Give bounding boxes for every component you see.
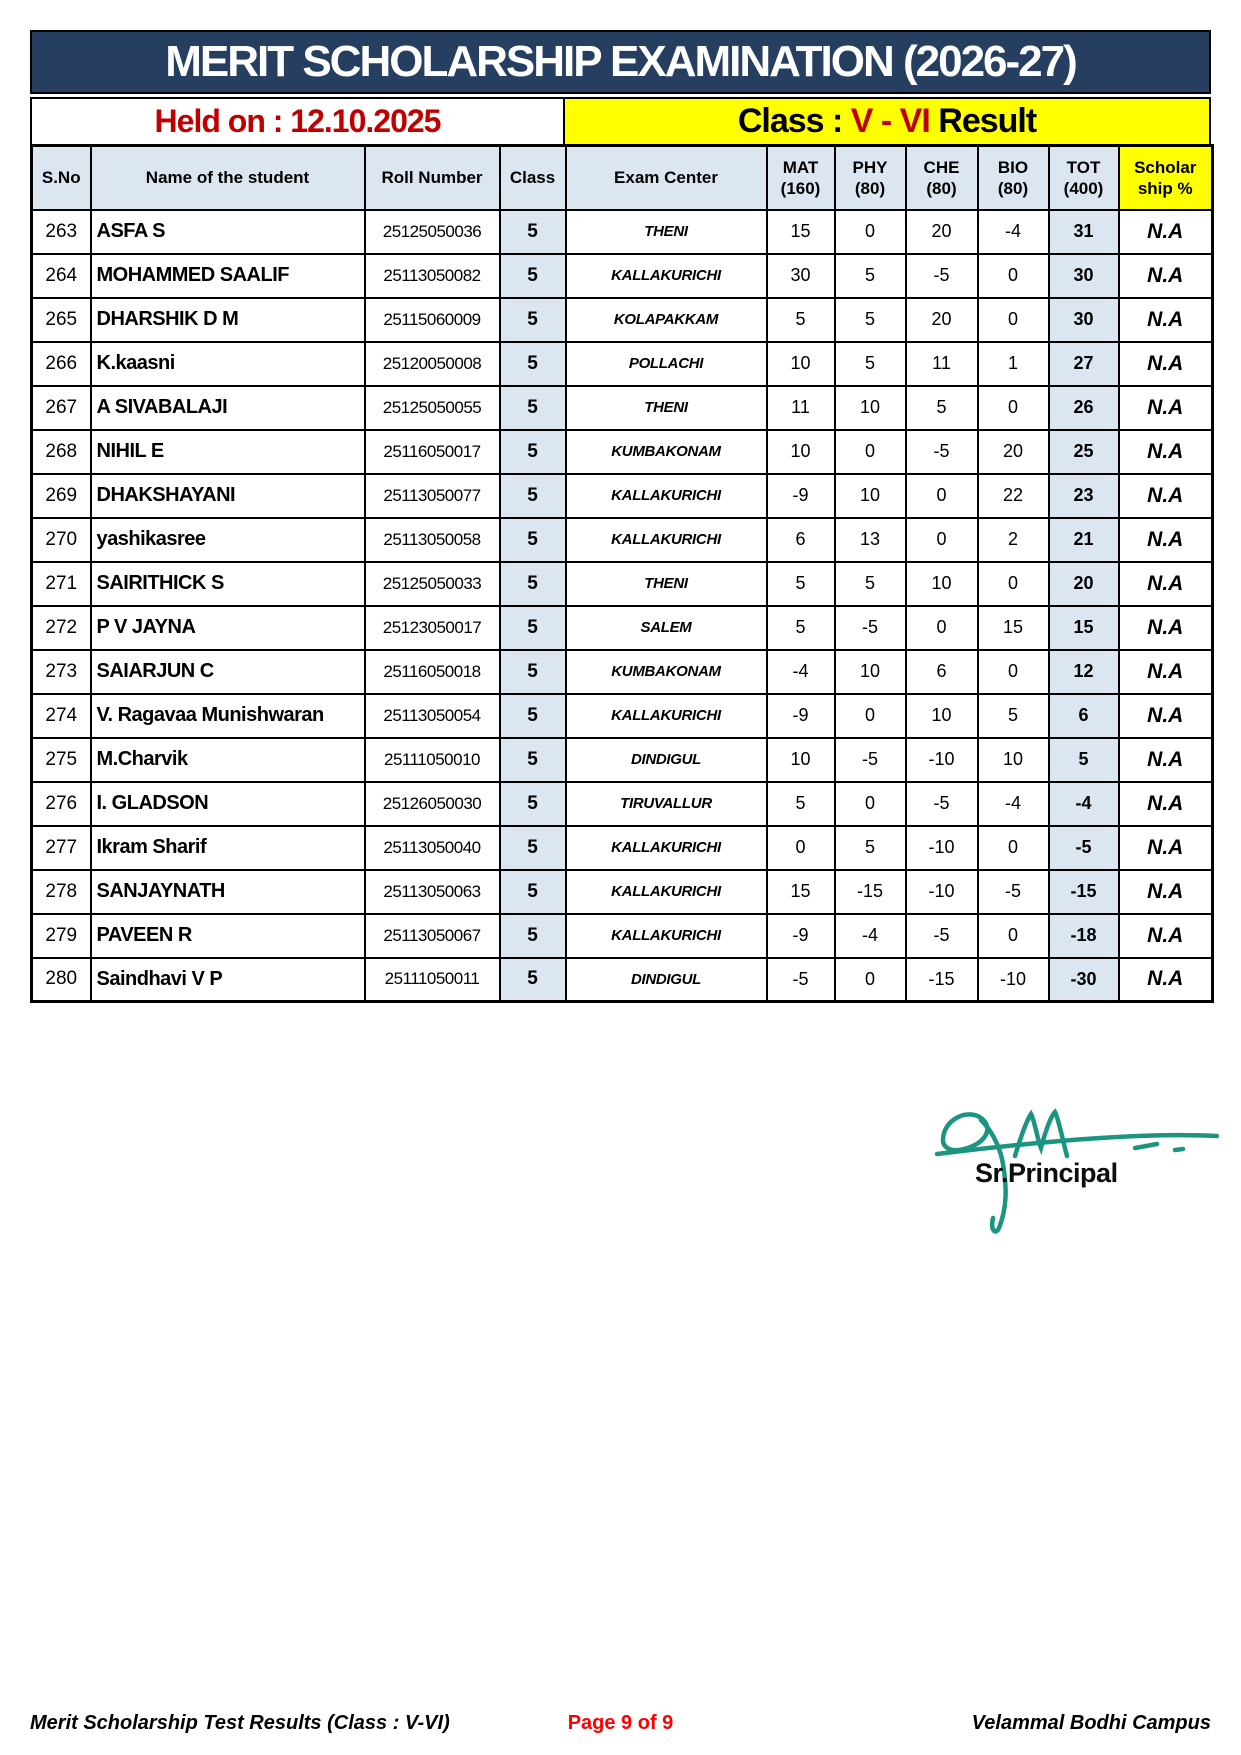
total-score-cell: 26 [1049, 386, 1119, 430]
sno-cell: 272 [32, 606, 91, 650]
exam-center-cell: KALLAKURICHI [566, 826, 767, 870]
bio-score-cell: 22 [978, 474, 1049, 518]
mat-score-cell: 0 [767, 826, 835, 870]
student-name-cell: V. Ragavaa Munishwaran [91, 694, 365, 738]
scholarship-cell: N.A [1119, 782, 1213, 826]
class-cell: 5 [500, 694, 566, 738]
che-score-cell: 10 [906, 562, 978, 606]
total-score-cell: 20 [1049, 562, 1119, 606]
student-name-cell: P V JAYNA [91, 606, 365, 650]
mat-score-cell: 30 [767, 254, 835, 298]
student-name-cell: ASFA S [91, 210, 365, 254]
mat-score-cell: -9 [767, 474, 835, 518]
student-name-cell: DHAKSHAYANI [91, 474, 365, 518]
roll-number-cell: 25113050077 [365, 474, 500, 518]
roll-number-cell: 25113050063 [365, 870, 500, 914]
exam-center-cell: KALLAKURICHI [566, 474, 767, 518]
table-row [32, 826, 1213, 870]
che-score-cell: -10 [906, 738, 978, 782]
sno-cell: 273 [32, 650, 91, 694]
results-table [30, 144, 1214, 1003]
class-cell: 5 [500, 430, 566, 474]
class-cell: 5 [500, 210, 566, 254]
class-cell: 5 [500, 650, 566, 694]
phy-score-cell: -5 [835, 738, 906, 782]
class-cell: 5 [500, 518, 566, 562]
scholarship-cell: N.A [1119, 738, 1213, 782]
scholarship-cell: N.A [1119, 342, 1213, 386]
sno-cell: 265 [32, 298, 91, 342]
footer-campus-name: Velammal Bodhi Campus [971, 1712, 1211, 1734]
bio-score-cell: 0 [978, 650, 1049, 694]
page-title: MERIT SCHOLARSHIP EXAMINATION (2026-27) [165, 37, 1076, 86]
bio-score-cell: 0 [978, 386, 1049, 430]
mat-score-cell: 11 [767, 386, 835, 430]
class-cell: 5 [500, 782, 566, 826]
student-name-cell: SAIRITHICK S [91, 562, 365, 606]
table-row [32, 210, 1213, 254]
class-cell: 5 [500, 254, 566, 298]
col-header-roll: Roll Number [365, 146, 500, 210]
che-score-cell: 10 [906, 694, 978, 738]
bio-score-cell: -10 [978, 958, 1049, 1002]
scholarship-cell: N.A [1119, 694, 1213, 738]
che-score-cell: 0 [906, 474, 978, 518]
bio-score-cell: 15 [978, 606, 1049, 650]
bio-score-cell: 20 [978, 430, 1049, 474]
phy-score-cell: 13 [835, 518, 906, 562]
roll-number-cell: 25116050017 [365, 430, 500, 474]
che-score-cell: 20 [906, 210, 978, 254]
che-score-cell: 6 [906, 650, 978, 694]
phy-score-cell: -15 [835, 870, 906, 914]
bio-score-cell: 1 [978, 342, 1049, 386]
sno-cell: 271 [32, 562, 91, 606]
mat-score-cell: 15 [767, 870, 835, 914]
che-score-cell: -5 [906, 430, 978, 474]
scholarship-cell: N.A [1119, 958, 1213, 1002]
mat-score-cell: -9 [767, 694, 835, 738]
roll-number-cell: 25113050067 [365, 914, 500, 958]
bio-score-cell: 0 [978, 914, 1049, 958]
roll-number-cell: 25125050033 [365, 562, 500, 606]
class-cell: 5 [500, 870, 566, 914]
footer-report-title: Merit Scholarship Test Results (Class : V-VI) [30, 1712, 450, 1734]
mat-score-cell: 10 [767, 342, 835, 386]
exam-center-cell: KALLAKURICHI [566, 870, 767, 914]
signature-ink-icon [845, 1100, 1241, 1280]
scholarship-cell: N.A [1119, 562, 1213, 606]
total-score-cell: -5 [1049, 826, 1119, 870]
phy-score-cell: 5 [835, 562, 906, 606]
exam-center-cell: KALLAKURICHI [566, 914, 767, 958]
roll-number-cell: 25125050055 [365, 386, 500, 430]
col-header-phy: PHY (80) [835, 146, 906, 210]
sno-cell: 268 [32, 430, 91, 474]
mat-score-cell: 5 [767, 562, 835, 606]
signature-title: Sr.Principal [975, 1158, 1118, 1188]
held-on-date: Held on : 12.10.2025 [154, 103, 441, 139]
exam-center-cell: SALEM [566, 606, 767, 650]
class-result-range: V - VI [850, 102, 930, 140]
total-score-cell: 12 [1049, 650, 1119, 694]
mat-score-cell: -4 [767, 650, 835, 694]
class-cell: 5 [500, 386, 566, 430]
table-row [32, 386, 1213, 430]
table-row [32, 474, 1213, 518]
sno-cell: 278 [32, 870, 91, 914]
scholarship-cell: N.A [1119, 298, 1213, 342]
total-score-cell: 21 [1049, 518, 1119, 562]
exam-center-cell: KOLAPAKKAM [566, 298, 767, 342]
class-result-cell [565, 97, 1211, 144]
sno-cell: 263 [32, 210, 91, 254]
scholarship-cell: N.A [1119, 914, 1213, 958]
exam-center-cell: KALLAKURICHI [566, 694, 767, 738]
mat-score-cell: -9 [767, 914, 835, 958]
total-score-cell: -18 [1049, 914, 1119, 958]
mat-score-cell: -5 [767, 958, 835, 1002]
student-name-cell: Saindhavi V P [91, 958, 365, 1002]
header-row [32, 146, 1213, 210]
scholarship-cell: N.A [1119, 430, 1213, 474]
che-score-cell: -5 [906, 914, 978, 958]
che-score-cell: -5 [906, 782, 978, 826]
phy-score-cell: 5 [835, 342, 906, 386]
phy-score-cell: 0 [835, 430, 906, 474]
roll-number-cell: 25120050008 [365, 342, 500, 386]
exam-center-cell: DINDIGUL [566, 958, 767, 1002]
subheader-row [30, 97, 1211, 144]
table-row [32, 782, 1213, 826]
roll-number-cell: 25111050010 [365, 738, 500, 782]
phy-score-cell: 0 [835, 694, 906, 738]
exam-center-cell: KUMBAKONAM [566, 430, 767, 474]
scholarship-cell: N.A [1119, 606, 1213, 650]
phy-score-cell: 10 [835, 650, 906, 694]
class-cell: 5 [500, 958, 566, 1002]
class-cell: 5 [500, 474, 566, 518]
scholarship-cell: N.A [1119, 870, 1213, 914]
sno-cell: 267 [32, 386, 91, 430]
che-score-cell: 5 [906, 386, 978, 430]
exam-center-cell: THENI [566, 562, 767, 606]
student-name-cell: A SIVABALAJI [91, 386, 365, 430]
scholarship-cell: N.A [1119, 518, 1213, 562]
scholarship-cell: N.A [1119, 826, 1213, 870]
total-score-cell: 27 [1049, 342, 1119, 386]
col-header-mat: MAT (160) [767, 146, 835, 210]
phy-score-cell: 5 [835, 298, 906, 342]
col-header-scholarship: Scholar ship % [1119, 146, 1213, 210]
roll-number-cell: 25113050082 [365, 254, 500, 298]
held-on-cell [30, 97, 565, 144]
exam-center-cell: DINDIGUL [566, 738, 767, 782]
class-cell: 5 [500, 298, 566, 342]
roll-number-cell: 25111050011 [365, 958, 500, 1002]
table-row [32, 254, 1213, 298]
bio-score-cell: 5 [978, 694, 1049, 738]
col-header-tot: TOT (400) [1049, 146, 1119, 210]
scholarship-cell: N.A [1119, 254, 1213, 298]
phy-score-cell: 0 [835, 210, 906, 254]
total-score-cell: -30 [1049, 958, 1119, 1002]
bio-score-cell: 10 [978, 738, 1049, 782]
bio-score-cell: 0 [978, 826, 1049, 870]
phy-score-cell: 5 [835, 254, 906, 298]
mat-score-cell: 15 [767, 210, 835, 254]
bio-score-cell: -4 [978, 210, 1049, 254]
table-row [32, 562, 1213, 606]
class-cell: 5 [500, 826, 566, 870]
col-header-name: Name of the student [91, 146, 365, 210]
sno-cell: 275 [32, 738, 91, 782]
sno-cell: 280 [32, 958, 91, 1002]
total-score-cell: 31 [1049, 210, 1119, 254]
table-row [32, 430, 1213, 474]
che-score-cell: -10 [906, 826, 978, 870]
che-score-cell: 11 [906, 342, 978, 386]
phy-score-cell: 0 [835, 958, 906, 1002]
page-footer [0, 1712, 1241, 1742]
sno-cell: 270 [32, 518, 91, 562]
sno-cell: 277 [32, 826, 91, 870]
student-name-cell: SAIARJUN C [91, 650, 365, 694]
total-score-cell: 15 [1049, 606, 1119, 650]
phy-score-cell: 10 [835, 386, 906, 430]
exam-center-cell: POLLACHI [566, 342, 767, 386]
mat-score-cell: 5 [767, 298, 835, 342]
total-score-cell: 23 [1049, 474, 1119, 518]
class-cell: 5 [500, 914, 566, 958]
scholarship-cell: N.A [1119, 386, 1213, 430]
total-score-cell: 30 [1049, 298, 1119, 342]
results-table-body [32, 210, 1213, 1002]
sno-cell: 269 [32, 474, 91, 518]
scholarship-cell: N.A [1119, 210, 1213, 254]
bio-score-cell: -5 [978, 870, 1049, 914]
mat-score-cell: 6 [767, 518, 835, 562]
table-row [32, 606, 1213, 650]
roll-number-cell: 25125050036 [365, 210, 500, 254]
footer-page-number: Page 9 of 9 [567, 1712, 674, 1734]
table-row [32, 870, 1213, 914]
mat-score-cell: 10 [767, 430, 835, 474]
roll-number-cell: 25123050017 [365, 606, 500, 650]
table-row [32, 694, 1213, 738]
exam-center-cell: THENI [566, 386, 767, 430]
sno-cell: 279 [32, 914, 91, 958]
roll-number-cell: 25115060009 [365, 298, 500, 342]
roll-number-cell: 25116050018 [365, 650, 500, 694]
exam-center-cell: KALLAKURICHI [566, 254, 767, 298]
table-row [32, 518, 1213, 562]
sno-cell: 264 [32, 254, 91, 298]
bio-score-cell: 0 [978, 562, 1049, 606]
che-score-cell: -15 [906, 958, 978, 1002]
exam-center-cell: KALLAKURICHI [566, 518, 767, 562]
roll-number-cell: 25126050030 [365, 782, 500, 826]
che-score-cell: 0 [906, 518, 978, 562]
student-name-cell: NIHIL E [91, 430, 365, 474]
roll-number-cell: 25113050058 [365, 518, 500, 562]
student-name-cell: SANJAYNATH [91, 870, 365, 914]
roll-number-cell: 25113050040 [365, 826, 500, 870]
student-name-cell: Ikram Sharif [91, 826, 365, 870]
total-score-cell: 25 [1049, 430, 1119, 474]
table-row [32, 298, 1213, 342]
bio-score-cell: -4 [978, 782, 1049, 826]
class-cell: 5 [500, 342, 566, 386]
student-name-cell: PAVEEN R [91, 914, 365, 958]
class-result-prefix: Class : [737, 102, 851, 140]
mat-score-cell: 5 [767, 782, 835, 826]
table-row [32, 914, 1213, 958]
student-name-cell: yashikasree [91, 518, 365, 562]
col-header-sno: S.No [32, 146, 91, 210]
col-header-che: CHE (80) [906, 146, 978, 210]
col-header-bio: BIO (80) [978, 146, 1049, 210]
table-row [32, 650, 1213, 694]
phy-score-cell: 5 [835, 826, 906, 870]
student-name-cell: DHARSHIK D M [91, 298, 365, 342]
bio-score-cell: 2 [978, 518, 1049, 562]
class-cell: 5 [500, 606, 566, 650]
table-row [32, 342, 1213, 386]
exam-center-cell: TIRUVALLUR [566, 782, 767, 826]
class-cell: 5 [500, 562, 566, 606]
sno-cell: 266 [32, 342, 91, 386]
total-score-cell: -4 [1049, 782, 1119, 826]
mat-score-cell: 10 [767, 738, 835, 782]
scholarship-cell: N.A [1119, 474, 1213, 518]
class-cell: 5 [500, 738, 566, 782]
total-score-cell: -15 [1049, 870, 1119, 914]
che-score-cell: -5 [906, 254, 978, 298]
bio-score-cell: 0 [978, 298, 1049, 342]
mat-score-cell: 5 [767, 606, 835, 650]
bio-score-cell: 0 [978, 254, 1049, 298]
sno-cell: 276 [32, 782, 91, 826]
roll-number-cell: 25113050054 [365, 694, 500, 738]
student-name-cell: MOHAMMED SAALIF [91, 254, 365, 298]
student-name-cell: I. GLADSON [91, 782, 365, 826]
col-header-exam-center: Exam Center [566, 146, 767, 210]
exam-center-cell: KUMBAKONAM [566, 650, 767, 694]
che-score-cell: 20 [906, 298, 978, 342]
exam-center-cell: THENI [566, 210, 767, 254]
student-name-cell: K.kaasni [91, 342, 365, 386]
scholarship-cell: N.A [1119, 650, 1213, 694]
sno-cell: 274 [32, 694, 91, 738]
che-score-cell: -10 [906, 870, 978, 914]
phy-score-cell: 10 [835, 474, 906, 518]
title-banner [30, 30, 1211, 94]
class-result-suffix: Result [929, 102, 1037, 140]
total-score-cell: 5 [1049, 738, 1119, 782]
col-header-class: Class [500, 146, 566, 210]
phy-score-cell: -5 [835, 606, 906, 650]
total-score-cell: 6 [1049, 694, 1119, 738]
student-name-cell: M.Charvik [91, 738, 365, 782]
principal-signature-block [845, 1100, 1241, 1280]
phy-score-cell: 0 [835, 782, 906, 826]
che-score-cell: 0 [906, 606, 978, 650]
table-row [32, 958, 1213, 1002]
phy-score-cell: -4 [835, 914, 906, 958]
table-row [32, 738, 1213, 782]
total-score-cell: 30 [1049, 254, 1119, 298]
